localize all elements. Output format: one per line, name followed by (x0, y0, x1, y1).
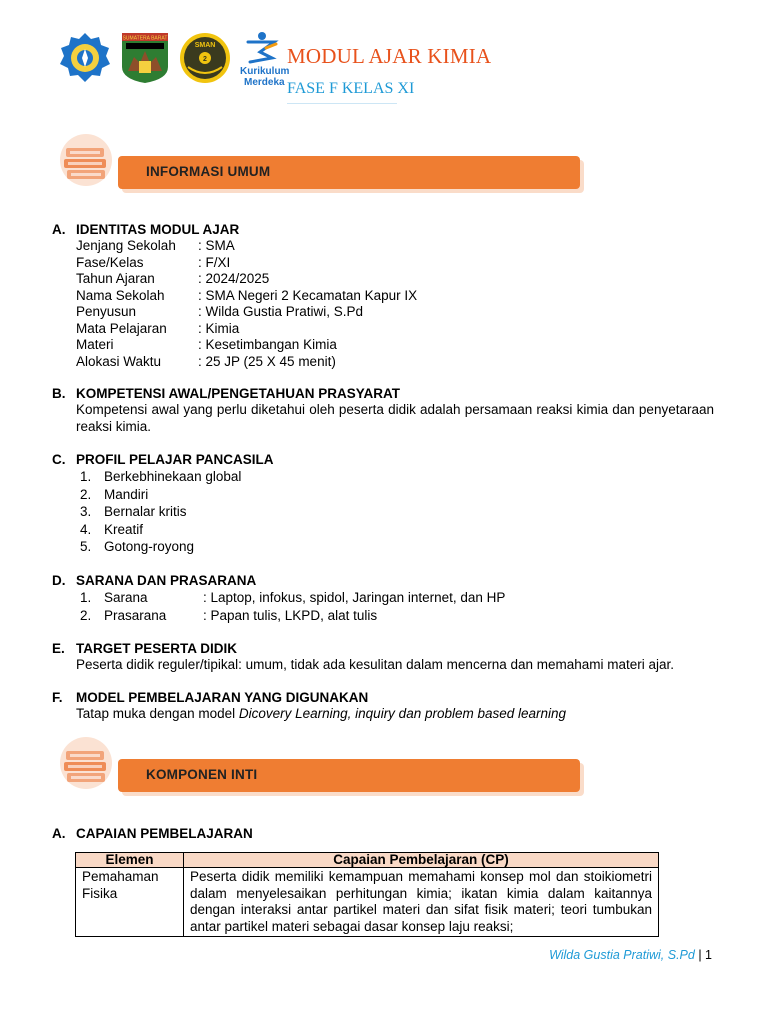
list-number: 4. (80, 521, 92, 537)
model-names: Dicovery Learning, inquiry dan problem based learning (238, 706, 567, 721)
footer-separator: | (694, 948, 706, 962)
cp-table (75, 852, 659, 937)
page-footer (549, 948, 712, 962)
cell-cp: Peserta didik memiliki kemampuan memahami konsep mol dan stoikiometri dalam menyelesaikan perhitungan kimia; ikatan kimia dalam kaitannya dengan interaksi antar partikel materi dan sifat fisik materi; teori tumbukan antar partikel materi sebagai dasar konsep laju reaksi; (184, 868, 659, 937)
list-text: Mandiri (104, 486, 149, 502)
section-heading (52, 572, 714, 589)
identity-key: Penyusun (76, 304, 137, 319)
identity-value: : 25 JP (25 X 45 menit) (198, 353, 336, 369)
section-heading (52, 640, 714, 657)
kurikulum-text: Kurikulum (240, 66, 290, 77)
section-title: MODEL PEMBELAJARAN YANG DIGUNAKAN (76, 690, 369, 705)
banner-komponen-inti (56, 735, 580, 795)
identity-key: Mata Pelajaran (76, 320, 167, 336)
identity-key: Materi (76, 337, 114, 352)
list-text: Kreatif (104, 521, 144, 537)
list-text: Bernalar kritis (104, 504, 187, 519)
header-logos (58, 30, 300, 86)
list-key: Prasarana (104, 607, 167, 623)
list-text: Berkebhinekaan global (104, 469, 242, 484)
list-number: 1. (80, 469, 92, 484)
list-number: 1. (80, 590, 92, 605)
identity-row (76, 255, 714, 272)
section-sarana-prasarana (52, 572, 714, 624)
list-item (80, 589, 714, 607)
section-letter: D. (52, 573, 66, 588)
identity-row (76, 337, 714, 354)
section-letter: F. (52, 690, 63, 705)
books-icon (56, 132, 124, 192)
sman-logo-number: 2 (203, 56, 207, 63)
section-letter: E. (52, 641, 65, 656)
section-kompetensi-awal (52, 385, 714, 435)
column-header-elemen: Elemen (76, 853, 184, 868)
identity-row (76, 354, 714, 371)
identity-key: Jenjang Sekolah (76, 238, 176, 253)
list-number: 2. (80, 607, 92, 623)
identity-row (76, 238, 714, 255)
section-body (76, 706, 714, 723)
list-value: : Papan tulis, LKPD, alat tulis (203, 607, 378, 623)
section-title: PROFIL PELAJAR PANCASILA (76, 452, 274, 467)
section-identitas-modul (52, 221, 714, 370)
footer-author: Wilda Gustia Pratiwi, S.Pd (549, 948, 695, 962)
list-item (80, 538, 714, 556)
merdeka-text: Merdeka (244, 77, 285, 86)
list-text: Gotong-royong (104, 539, 195, 554)
cell-elemen: Pemahaman Fisika (76, 868, 184, 937)
section-letter: B. (52, 386, 66, 401)
header-divider (287, 103, 397, 104)
section-title: CAPAIAN PEMBELAJARAN (76, 826, 253, 841)
section-body: Kompetensi awal yang perlu diketahui oleh peserta didik adalah persamaan reaksi kimia dan penyetaraan reaksi kimia. (76, 402, 714, 434)
list-item (80, 607, 714, 625)
list-item (80, 468, 714, 486)
identity-row (76, 288, 714, 305)
list-key: Sarana (104, 590, 148, 605)
sumatera-barat-logo (118, 31, 172, 85)
list-item (80, 486, 714, 504)
list-number: 5. (80, 539, 92, 554)
document-subtitle: FASE F KELAS XI (287, 80, 415, 97)
identity-row (76, 271, 714, 288)
profil-list (80, 468, 714, 556)
sman-2-logo (178, 31, 232, 85)
section-heading (52, 451, 714, 468)
list-value: : Laptop, infokus, spidol, Jaringan internet, dan HP (203, 590, 506, 605)
identity-key: Tahun Ajaran (76, 271, 155, 286)
section-title: KOMPETENSI AWAL/PENGETAHUAN PRASYARAT (76, 386, 401, 401)
document-title: MODUL AJAR KIMIA (287, 44, 492, 68)
tut-wuri-handayani-logo (58, 31, 112, 85)
section-title: IDENTITAS MODUL AJAR (76, 222, 240, 237)
model-text: Tatap muka dengan model (76, 706, 239, 721)
identity-value: : Wilda Gustia Pratiwi, S.Pd (198, 304, 364, 319)
sman-logo-text: SMAN (194, 42, 216, 49)
list-number: 2. (80, 486, 92, 502)
list-item (80, 521, 714, 539)
identity-value: : 2024/2025 (198, 271, 270, 286)
identity-key: Alokasi Waktu (76, 353, 162, 369)
section-heading (52, 385, 714, 402)
section-target-peserta (52, 640, 714, 674)
banner-label: INFORMASI UMUM (146, 164, 271, 179)
section-heading (52, 689, 714, 706)
section-letter: C. (52, 452, 66, 467)
identity-value: : F/XI (198, 254, 231, 270)
identity-row (76, 321, 714, 338)
identity-key: Nama Sekolah (76, 287, 165, 303)
table-row (76, 868, 659, 937)
identity-value: : SMA (198, 238, 235, 253)
section-profil-pancasila (52, 451, 714, 556)
section-model-pembelajaran (52, 689, 714, 723)
banner-informasi-umum (56, 132, 580, 192)
identity-value: : SMA Negeri 2 Kecamatan Kapur IX (198, 287, 418, 303)
section-title: TARGET PESERTA DIDIK (76, 641, 238, 656)
list-number: 3. (80, 504, 92, 519)
section-heading (52, 825, 714, 842)
section-letter: A. (52, 222, 66, 237)
section-letter: A. (52, 826, 66, 841)
identity-value: : Kesetimbangan Kimia (198, 337, 337, 352)
section-capaian-pembelajaran (52, 825, 714, 842)
section-heading (52, 221, 714, 238)
identity-key: Fase/Kelas (76, 254, 144, 270)
table-header-row (76, 853, 659, 868)
sumbar-logo-text: SUMATERA BARAT (122, 35, 168, 42)
page-number: 1 (705, 948, 712, 962)
section-title: SARANA DAN PRASARANA (76, 573, 257, 588)
sarana-list (80, 589, 714, 624)
identity-row (76, 304, 714, 321)
banner-label: KOMPONEN INTI (146, 767, 258, 782)
column-header-cp: Capaian Pembelajaran (CP) (184, 853, 659, 868)
identity-value: : Kimia (198, 320, 240, 336)
list-item (80, 503, 714, 521)
books-icon (56, 735, 124, 795)
section-body: Peserta didik reguler/tipikal: umum, tidak ada kesulitan dalam mencerna dan memahami materi ajar. (76, 657, 675, 672)
